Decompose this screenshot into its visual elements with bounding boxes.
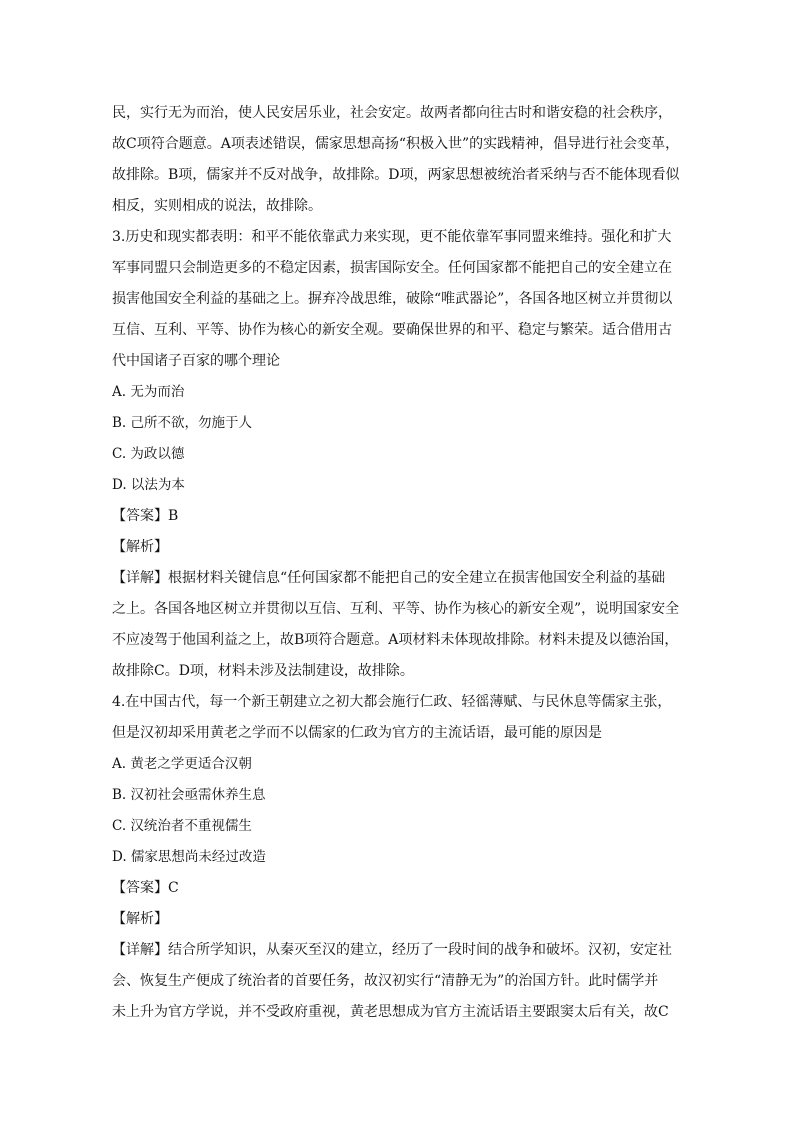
option-c: C. 汉统治者不重视儒生	[112, 818, 252, 834]
explanation-line: 【详解】结合所学知识，从秦灭至汉的建立，经历了一段时间的战争和破坏。汉初，安定社	[112, 942, 672, 958]
explanation-line: 故排除C。D项，材料未涉及法制建设，故排除。	[112, 663, 414, 679]
option-a: A. 无为而治	[112, 384, 185, 400]
explanation-line: 会、恢复生产便成了统治者的首要任务，故汉初实行“清静无为”的治国方针。此时儒学并	[112, 973, 659, 989]
text-line: 故C项符合题意。A项表述错误，儒家思想高扬“积极入世”的实践精神，倡导进行社会变革，	[112, 136, 680, 152]
question-3-stem: 互信、互利、平等、协作为核心的新安全观。要确保世界的和平、稳定与繁荣。适合借用古	[112, 322, 672, 338]
text-line: 民，实行无为而治，使人民安居乐业，社会安定。故两者都向往古时和谐安稳的社会秩序，	[112, 105, 672, 121]
question-3-stem: 3.历史和现实都表明：和平不能依靠武力来实现，更不能依靠军事同盟来维持。强化和扩大	[112, 229, 672, 245]
question-4-stem: 但是汉初却采用黄老之学而不以儒家的仁政为官方的主流话语，最可能的原因是	[112, 725, 602, 741]
analysis-label: 【解析】	[112, 911, 168, 927]
explanation-line: 之上。各国各地区树立并贯彻以互信、互利、平等、协作为核心的新安全观”，说明国家安全	[112, 601, 680, 617]
question-3-stem: 损害他国安全利益的基础之上。摒弃冷战思维，破除“唯武器论”，各国各地区树立并贯彻以	[112, 291, 673, 307]
question-3-stem: 军事同盟只会制造更多的不稳定因素，损害国际安全。任何国家都不能把自己的安全建立在	[112, 260, 672, 276]
option-b: B. 己所不欲，勿施于人	[112, 415, 253, 431]
option-c: C. 为政以德	[112, 446, 185, 462]
question-3-stem: 代中国诸子百家的哪个理论	[112, 353, 280, 369]
option-a: A. 黄老之学更适合汉朝	[112, 756, 252, 772]
text-line: 故排除。B项，儒家并不反对战争，故排除。D项，两家思想被统治者采纳与否不能体现看似	[112, 167, 680, 183]
option-d: D. 以法为本	[112, 477, 185, 493]
document-body	[112, 98, 684, 1028]
option-b: B. 汉初社会亟需休养生息	[112, 787, 266, 803]
explanation-line: 【详解】根据材料关键信息“任何国家都不能把自己的安全建立在损害他国安全利益的基础	[112, 570, 666, 586]
explanation-line: 未上升为官方学说，并不受政府重视，黄老思想成为官方主流话语主要跟窦太后有关，故C	[112, 1004, 669, 1020]
answer-label: 【答案】C	[112, 880, 179, 896]
analysis-label: 【解析】	[112, 539, 168, 555]
question-4-stem: 4.在中国古代，每一个新王朝建立之初大都会施行仁政、轻徭薄赋、与民休息等儒家主张，	[112, 694, 672, 710]
option-d: D. 儒家思想尚未经过改造	[112, 849, 266, 865]
answer-label: 【答案】B	[112, 508, 179, 524]
explanation-line: 不应凌驾于他国利益之上，故B项符合题意。A项材料未体现故排除。材料未提及以德治国，	[112, 632, 679, 648]
text-line: 相反，实则相成的说法，故排除。	[112, 198, 322, 214]
